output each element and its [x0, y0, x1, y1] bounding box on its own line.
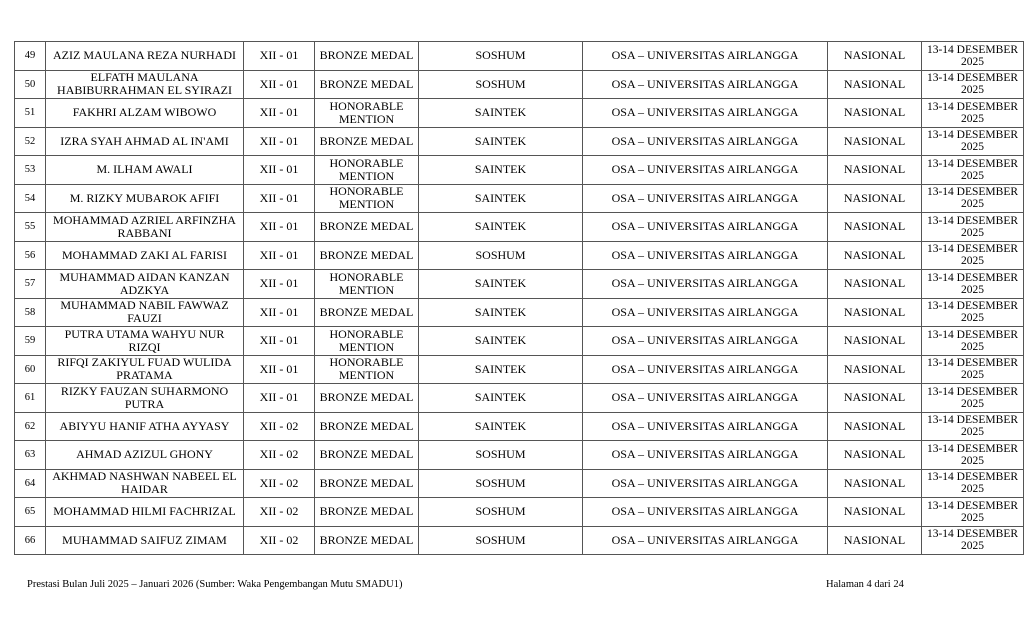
cell-student-name: ELFATH MAULANA HABIBURRAHMAN EL SYIRAZI [46, 70, 244, 99]
table-row [15, 184, 1024, 213]
cell-award: BRONZE MEDAL [315, 412, 419, 441]
cell-field: SAINTEK [419, 384, 583, 413]
cell-level: NASIONAL [828, 412, 922, 441]
cell-award: HONORABLE MENTION [315, 99, 419, 128]
cell-student-name: MUHAMMAD NABIL FAWWAZ FAUZI [46, 298, 244, 327]
footer-page-number: Halaman 4 dari 24 [826, 579, 904, 590]
cell-award: HONORABLE MENTION [315, 355, 419, 384]
cell-field: SAINTEK [419, 156, 583, 185]
table-row [15, 469, 1024, 498]
cell-event: OSA – UNIVERSITAS AIRLANGGA [583, 355, 828, 384]
cell-award: HONORABLE MENTION [315, 327, 419, 356]
cell-field: SOSHUM [419, 469, 583, 498]
cell-date: 13-14 DESEMBER 2025 [922, 327, 1024, 356]
cell-student-name: AKHMAD NASHWAN NABEEL EL HAIDAR [46, 469, 244, 498]
cell-event: OSA – UNIVERSITAS AIRLANGGA [583, 270, 828, 299]
cell-class: XII - 01 [244, 355, 315, 384]
cell-date: 13-14 DESEMBER 2025 [922, 99, 1024, 128]
cell-award: BRONZE MEDAL [315, 213, 419, 242]
cell-class: XII - 01 [244, 213, 315, 242]
cell-class: XII - 02 [244, 412, 315, 441]
cell-student-name: MOHAMMAD ZAKI AL FARISI [46, 241, 244, 270]
cell-date: 13-14 DESEMBER 2025 [922, 270, 1024, 299]
cell-event: OSA – UNIVERSITAS AIRLANGGA [583, 412, 828, 441]
cell-event: OSA – UNIVERSITAS AIRLANGGA [583, 127, 828, 156]
cell-number: 53 [15, 156, 46, 185]
cell-date: 13-14 DESEMBER 2025 [922, 498, 1024, 527]
cell-field: SAINTEK [419, 213, 583, 242]
cell-field: SAINTEK [419, 327, 583, 356]
cell-level: NASIONAL [828, 469, 922, 498]
cell-date: 13-14 DESEMBER 2025 [922, 241, 1024, 270]
cell-event: OSA – UNIVERSITAS AIRLANGGA [583, 441, 828, 470]
table-row [15, 327, 1024, 356]
cell-student-name: RIFQI ZAKIYUL FUAD WULIDA PRATAMA [46, 355, 244, 384]
cell-field: SAINTEK [419, 298, 583, 327]
cell-class: XII - 01 [244, 127, 315, 156]
cell-number: 66 [15, 526, 46, 555]
cell-number: 50 [15, 70, 46, 99]
achievement-table [14, 41, 1024, 555]
cell-level: NASIONAL [828, 526, 922, 555]
cell-award: BRONZE MEDAL [315, 127, 419, 156]
cell-date: 13-14 DESEMBER 2025 [922, 412, 1024, 441]
cell-field: SOSHUM [419, 526, 583, 555]
table-row [15, 42, 1024, 71]
table-row [15, 498, 1024, 527]
cell-date: 13-14 DESEMBER 2025 [922, 526, 1024, 555]
cell-student-name: MOHAMMAD HILMI FACHRIZAL [46, 498, 244, 527]
cell-class: XII - 01 [244, 270, 315, 299]
cell-class: XII - 01 [244, 184, 315, 213]
cell-award: BRONZE MEDAL [315, 469, 419, 498]
cell-level: NASIONAL [828, 298, 922, 327]
cell-field: SOSHUM [419, 498, 583, 527]
cell-level: NASIONAL [828, 327, 922, 356]
cell-class: XII - 01 [244, 156, 315, 185]
cell-number: 51 [15, 99, 46, 128]
cell-award: BRONZE MEDAL [315, 70, 419, 99]
footer-source-note: Prestasi Bulan Juli 2025 – Januari 2026 (Sumber: Waka Pengembangan Mutu SMADU1) [27, 579, 403, 590]
table-row [15, 384, 1024, 413]
cell-class: XII - 01 [244, 99, 315, 128]
cell-number: 60 [15, 355, 46, 384]
cell-event: OSA – UNIVERSITAS AIRLANGGA [583, 327, 828, 356]
cell-class: XII - 02 [244, 441, 315, 470]
cell-number: 57 [15, 270, 46, 299]
cell-award: BRONZE MEDAL [315, 498, 419, 527]
cell-class: XII - 02 [244, 526, 315, 555]
cell-class: XII - 01 [244, 298, 315, 327]
cell-award: BRONZE MEDAL [315, 441, 419, 470]
cell-award: BRONZE MEDAL [315, 384, 419, 413]
cell-level: NASIONAL [828, 127, 922, 156]
cell-level: NASIONAL [828, 184, 922, 213]
cell-event: OSA – UNIVERSITAS AIRLANGGA [583, 42, 828, 71]
cell-field: SAINTEK [419, 412, 583, 441]
cell-date: 13-14 DESEMBER 2025 [922, 469, 1024, 498]
cell-class: XII - 01 [244, 70, 315, 99]
cell-level: NASIONAL [828, 42, 922, 71]
cell-event: OSA – UNIVERSITAS AIRLANGGA [583, 70, 828, 99]
cell-level: NASIONAL [828, 270, 922, 299]
cell-number: 64 [15, 469, 46, 498]
cell-date: 13-14 DESEMBER 2025 [922, 298, 1024, 327]
cell-student-name: ABIYYU HANIF ATHA AYYASY [46, 412, 244, 441]
cell-event: OSA – UNIVERSITAS AIRLANGGA [583, 213, 828, 242]
cell-event: OSA – UNIVERSITAS AIRLANGGA [583, 469, 828, 498]
cell-event: OSA – UNIVERSITAS AIRLANGGA [583, 298, 828, 327]
table-body [15, 42, 1024, 555]
cell-award: BRONZE MEDAL [315, 526, 419, 555]
cell-level: NASIONAL [828, 156, 922, 185]
cell-award: HONORABLE MENTION [315, 156, 419, 185]
table-row [15, 70, 1024, 99]
cell-field: SOSHUM [419, 70, 583, 99]
cell-student-name: MUHAMMAD SAIFUZ ZIMAM [46, 526, 244, 555]
cell-class: XII - 02 [244, 498, 315, 527]
cell-date: 13-14 DESEMBER 2025 [922, 441, 1024, 470]
table-row [15, 213, 1024, 242]
cell-event: OSA – UNIVERSITAS AIRLANGGA [583, 498, 828, 527]
table-row [15, 156, 1024, 185]
cell-student-name: MOHAMMAD AZRIEL ARFINZHA RABBANI [46, 213, 244, 242]
cell-level: NASIONAL [828, 213, 922, 242]
cell-student-name: IZRA SYAH AHMAD AL IN'AMI [46, 127, 244, 156]
cell-event: OSA – UNIVERSITAS AIRLANGGA [583, 156, 828, 185]
table-row [15, 241, 1024, 270]
cell-date: 13-14 DESEMBER 2025 [922, 384, 1024, 413]
cell-class: XII - 01 [244, 384, 315, 413]
cell-number: 56 [15, 241, 46, 270]
cell-number: 62 [15, 412, 46, 441]
table-row [15, 526, 1024, 555]
cell-award: BRONZE MEDAL [315, 241, 419, 270]
cell-student-name: M. RIZKY MUBAROK AFIFI [46, 184, 244, 213]
cell-level: NASIONAL [828, 384, 922, 413]
cell-number: 55 [15, 213, 46, 242]
cell-student-name: RIZKY FAUZAN SUHARMONO PUTRA [46, 384, 244, 413]
table-row [15, 355, 1024, 384]
cell-number: 65 [15, 498, 46, 527]
cell-class: XII - 01 [244, 327, 315, 356]
table-row [15, 270, 1024, 299]
cell-field: SOSHUM [419, 241, 583, 270]
cell-award: HONORABLE MENTION [315, 184, 419, 213]
cell-class: XII - 01 [244, 42, 315, 71]
cell-field: SAINTEK [419, 184, 583, 213]
cell-date: 13-14 DESEMBER 2025 [922, 70, 1024, 99]
cell-number: 49 [15, 42, 46, 71]
cell-field: SOSHUM [419, 441, 583, 470]
cell-level: NASIONAL [828, 241, 922, 270]
cell-date: 13-14 DESEMBER 2025 [922, 213, 1024, 242]
cell-field: SAINTEK [419, 355, 583, 384]
cell-number: 58 [15, 298, 46, 327]
cell-award: HONORABLE MENTION [315, 270, 419, 299]
cell-number: 54 [15, 184, 46, 213]
cell-event: OSA – UNIVERSITAS AIRLANGGA [583, 526, 828, 555]
cell-level: NASIONAL [828, 70, 922, 99]
cell-class: XII - 01 [244, 241, 315, 270]
cell-date: 13-14 DESEMBER 2025 [922, 127, 1024, 156]
table-row [15, 298, 1024, 327]
cell-number: 52 [15, 127, 46, 156]
cell-number: 61 [15, 384, 46, 413]
cell-field: SAINTEK [419, 127, 583, 156]
cell-student-name: AHMAD AZIZUL GHONY [46, 441, 244, 470]
cell-date: 13-14 DESEMBER 2025 [922, 42, 1024, 71]
cell-student-name: AZIZ MAULANA REZA NURHADI [46, 42, 244, 71]
cell-student-name: MUHAMMAD AIDAN KANZAN ADZKYA [46, 270, 244, 299]
cell-event: OSA – UNIVERSITAS AIRLANGGA [583, 241, 828, 270]
table-row [15, 127, 1024, 156]
cell-date: 13-14 DESEMBER 2025 [922, 156, 1024, 185]
table-row [15, 99, 1024, 128]
cell-student-name: PUTRA UTAMA WAHYU NUR RIZQI [46, 327, 244, 356]
cell-class: XII - 02 [244, 469, 315, 498]
table-row [15, 412, 1024, 441]
cell-award: BRONZE MEDAL [315, 42, 419, 71]
table-row [15, 441, 1024, 470]
cell-date: 13-14 DESEMBER 2025 [922, 184, 1024, 213]
cell-field: SAINTEK [419, 99, 583, 128]
cell-event: OSA – UNIVERSITAS AIRLANGGA [583, 99, 828, 128]
cell-level: NASIONAL [828, 441, 922, 470]
cell-field: SOSHUM [419, 42, 583, 71]
cell-date: 13-14 DESEMBER 2025 [922, 355, 1024, 384]
cell-award: BRONZE MEDAL [315, 298, 419, 327]
cell-number: 59 [15, 327, 46, 356]
cell-event: OSA – UNIVERSITAS AIRLANGGA [583, 384, 828, 413]
cell-level: NASIONAL [828, 355, 922, 384]
cell-level: NASIONAL [828, 498, 922, 527]
cell-number: 63 [15, 441, 46, 470]
cell-student-name: M. ILHAM AWALI [46, 156, 244, 185]
cell-level: NASIONAL [828, 99, 922, 128]
cell-student-name: FAKHRI ALZAM WIBOWO [46, 99, 244, 128]
cell-field: SAINTEK [419, 270, 583, 299]
cell-event: OSA – UNIVERSITAS AIRLANGGA [583, 184, 828, 213]
